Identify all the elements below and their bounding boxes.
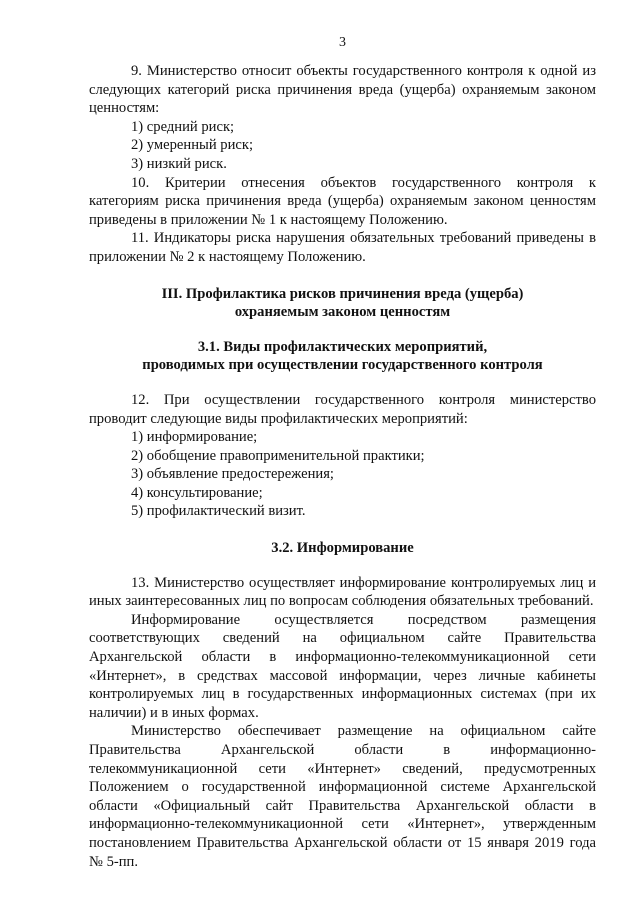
paragraph-9: 9. Министерство относит объекты государственного контроля к одной из следующих категорий риска причинения вреда (ущерба) охраняемым законом ценностям:	[89, 63, 596, 117]
section-3-heading-line-1: III. Профилактика рисков причинения вреда (ущерба)	[161, 285, 524, 302]
measure-item-3: 3) объявление предостережения;	[131, 466, 334, 483]
measure-item-4: 4) консультирование;	[131, 484, 263, 501]
risk-item-2: 2) умеренный риск;	[131, 137, 254, 154]
paragraph-13-website: Министерство обеспечивает размещение на официальном сайте Правительства Архангельской области в информационно-телекоммуникационной сети «Интернет» сведений, предусмотренных Положением о государственной информационной системе Архангельской области «Официальный сайт Правительства Архангельской области в информационно-телекоммуникационной сети «Интернет», утвержденным постановлением Правительства Архангельской области от 15 января 2019 года № 5-пп.	[89, 723, 596, 870]
measure-item-5: 5) профилактический визит.	[131, 503, 306, 520]
subsection-3-1-heading	[89, 338, 596, 375]
page-number: 3	[339, 35, 346, 50]
paragraph-11: 11. Индикаторы риска нарушения обязательных требований приведены в приложении № 2 к настоящему Положению.	[89, 230, 596, 265]
measure-item-1: 1) информирование;	[131, 429, 258, 446]
section-3-heading	[89, 285, 596, 322]
risk-item-1: 1) средний риск;	[131, 118, 235, 135]
subsection-3-1-heading-line-2: проводимых при осуществлении государственного контроля	[142, 357, 543, 374]
subsection-3-2-heading: 3.2. Информирование	[271, 540, 414, 557]
paragraph-12: 12. При осуществлении государственного контроля министерство проводит следующие виды профилактических мероприятий:	[89, 391, 596, 427]
risk-item-3: 3) низкий риск.	[131, 155, 227, 172]
document-body	[89, 62, 596, 871]
subsection-3-1-heading-line-1: 3.1. Виды профилактических мероприятий,	[197, 338, 488, 355]
paragraph-13-informing: Информирование осуществляется посредством размещения соответствующих сведений на официальном сайте Правительства Архангельской области в информационно-телекоммуникационной сети «Интернет», в средствах массовой информации, через личные кабинеты контролируемых лиц в государственных информационных системах (при их наличии) и в иных формах.	[89, 611, 596, 721]
paragraph-10: 10. Критерии отнесения объектов государственного контроля к категориям риска причинения вреда (ущерба) охраняемым законом ценностям приведены в приложении № 1 к настоящему Положению.	[89, 174, 596, 228]
section-3-heading-line-2: охраняемым законом ценностям	[234, 304, 451, 321]
measure-item-2: 2) обобщение правоприменительной практики;	[131, 447, 425, 464]
paragraph-13: 13. Министерство осуществляет информирование контролируемых лиц и иных заинтересованных лиц по вопросам соблюдения обязательных требований.	[89, 574, 596, 610]
